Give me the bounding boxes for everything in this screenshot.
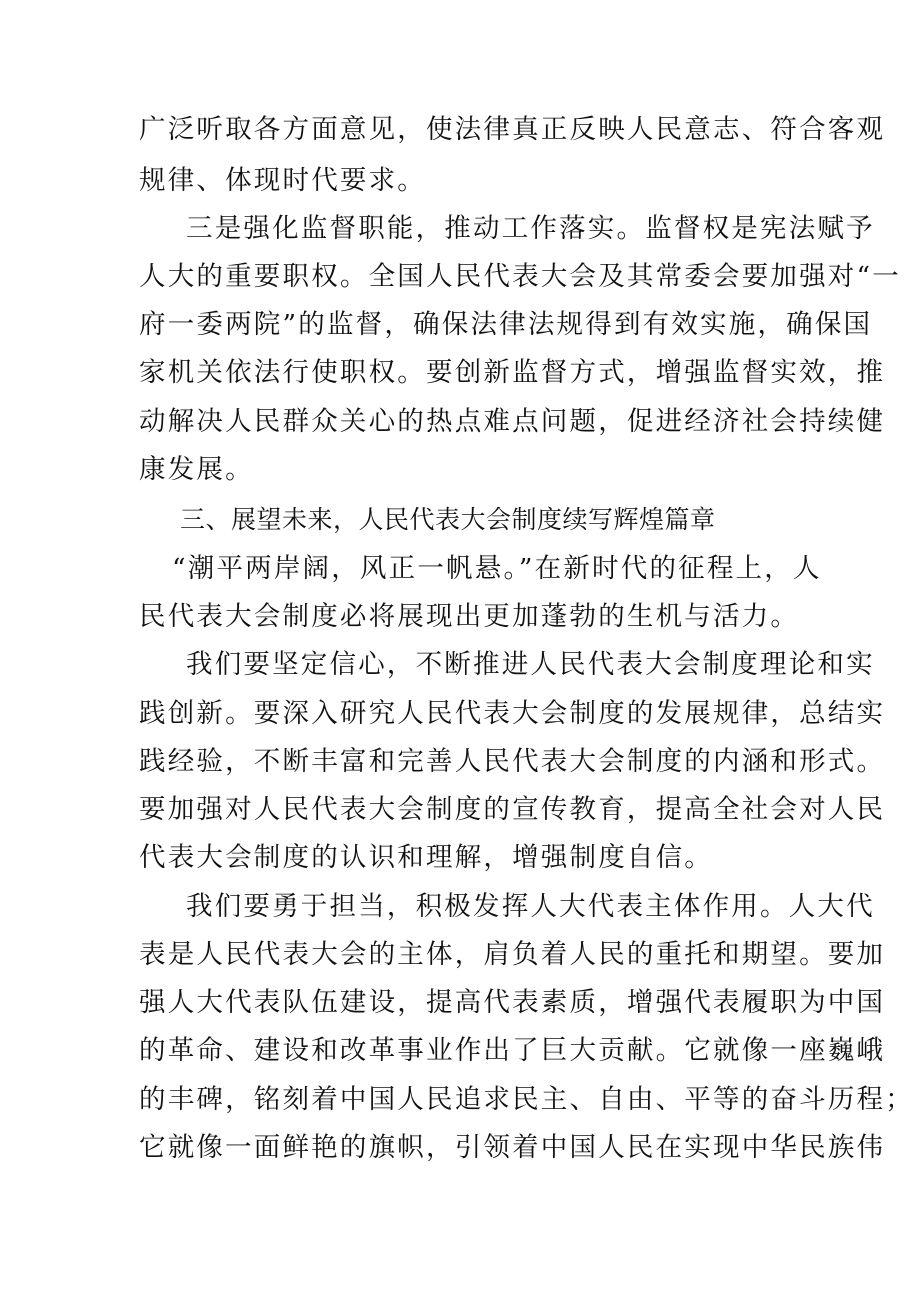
paragraph-first-line: 我们要勇于担当，积极发挥人大代表主体作用。人大代 xyxy=(186,891,875,922)
body-text-line: 要加强对人民代表大会制度的宣传教育，提高全社会对人民 xyxy=(139,794,886,825)
section-heading: 三、展望未来，人民代表大会制度续写辉煌篇章 xyxy=(180,505,716,534)
body-text-line: 它就像一面鲜艳的旗帜，引领着中国人民在实现中华民族伟 xyxy=(139,1132,886,1163)
body-text-line: 践创新。要深入研究人民代表大会制度的发展规律，总结实 xyxy=(139,698,886,729)
body-text-line: 表是人民代表大会的主体，肩负着人民的重托和期望。要加 xyxy=(139,939,886,970)
body-text-line: 代表大会制度的认识和理解，增强制度自信。 xyxy=(139,842,713,873)
body-text-line: 动解决人民群众关心的热点难点问题，促进经济社会持续健 xyxy=(139,406,886,437)
paragraph-first-line: “潮平两岸阔，风正一帆悬。”在新时代的征程上，人 xyxy=(172,553,822,584)
body-text-line: 的革命、建设和改革事业作出了巨大贡献。它就像一座巍峨 xyxy=(139,1035,886,1066)
body-text-line: 府一委两院”的监督，确保法律法规得到有效实施，确保国 xyxy=(139,309,873,340)
body-text-line: 康发展。 xyxy=(139,454,254,485)
body-text-line: 践经验，不断丰富和完善人民代表大会制度的内涵和形式。 xyxy=(139,746,886,777)
paragraph-first-line: 我们要坚定信心，不断推进人民代表大会制度理论和实 xyxy=(186,649,875,680)
body-text-line: 的丰碑，铭刻着中国人民追求民主、自由、平等的奋斗历程； xyxy=(139,1084,914,1115)
body-text-line: 民代表大会制度必将展现出更加蓬勃的生机与活力。 xyxy=(139,601,800,632)
paragraph-first-line: 三是强化监督职能，推动工作落实。监督权是宪法赋予 xyxy=(186,213,875,244)
body-text-line: 人大的重要职权。全国人民代表大会及其常委会要加强对“一 xyxy=(139,261,901,292)
body-text-line: 规律、体现时代要求。 xyxy=(139,165,426,196)
body-text-line: 广泛听取各方面意见，使法律真正反映人民意志、符合客观 xyxy=(139,114,886,145)
body-text-line: 家机关依法行使职权。要创新监督方式，增强监督实效，推 xyxy=(139,357,886,388)
body-text-line: 强人大代表队伍建设，提高代表素质，增强代表履职为中国 xyxy=(139,987,886,1018)
